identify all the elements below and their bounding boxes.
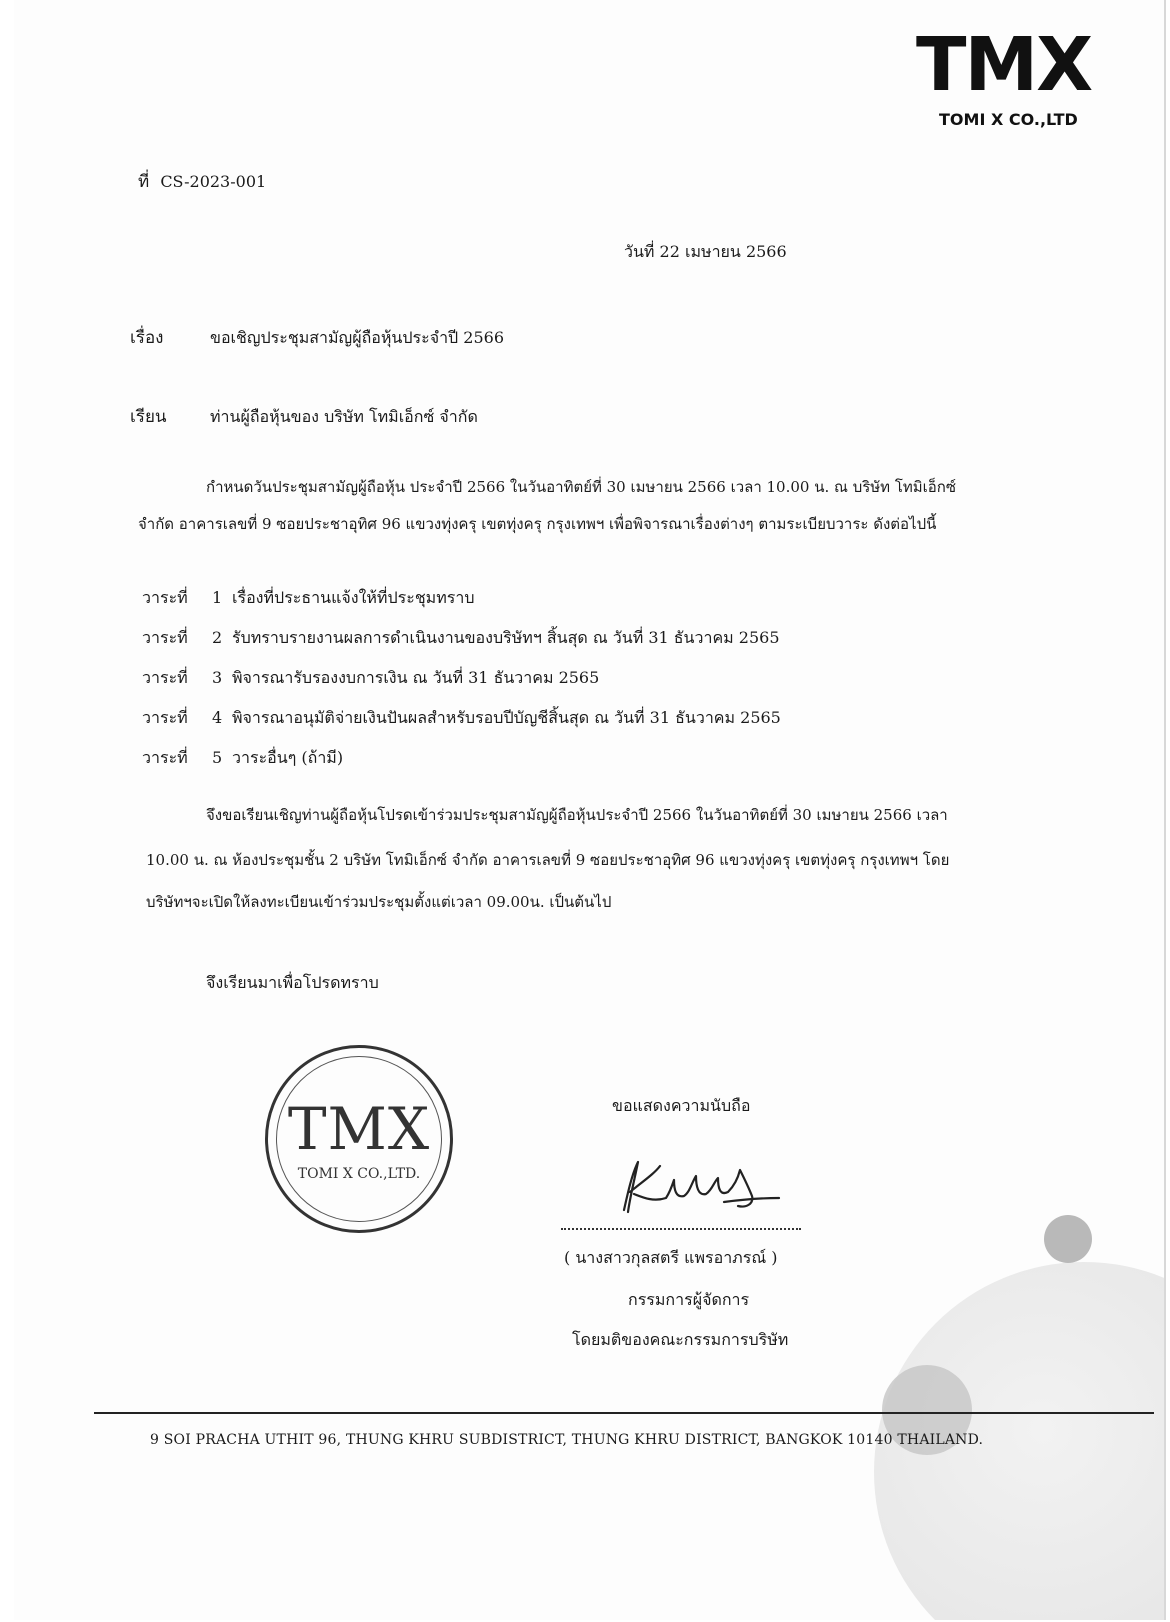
reference-label: ที่	[138, 172, 150, 192]
agenda-label: วาระที่	[142, 628, 188, 647]
signatory-title: กรรมการผู้จัดการ	[628, 1290, 750, 1309]
agenda-text: รับทราบรายงานผลการดำเนินงานของบริษัทฯ สิ้นสุด ณ วันที่ 31 ธันวาคม 2565	[232, 628, 780, 647]
reference-line	[138, 174, 266, 191]
agenda-item	[142, 630, 780, 646]
agenda-label: วาระที่	[142, 708, 188, 727]
subject-text: ขอเชิญประชุมสามัญผู้ถือหุ้นประจำปี 2566	[210, 328, 505, 347]
agenda-number: 1	[212, 588, 223, 607]
seal-company-text: TOMI X CO.,LTD.	[297, 1166, 421, 1182]
closing-line: จึงเรียนมาเพื่อโปรดทราบ	[206, 973, 379, 992]
agenda-number: 3	[212, 668, 223, 687]
letter-page	[14, 0, 1166, 1620]
recipient-label: เรียน	[130, 407, 167, 427]
agenda-item	[142, 590, 475, 606]
reference-number: CS-2023-001	[160, 172, 267, 191]
invitation-line-1: จึงขอเรียนเชิญท่านผู้ถือหุ้นโปรดเข้าร่วมประชุมสามัญผู้ถือหุ้นประจำปี 2566 ในวันอาทิตย์ที่ 30 เมษายน 2566 เวลา	[206, 806, 948, 824]
decorative-circle-small	[1044, 1215, 1092, 1263]
letter-date: วันที่ 22 เมษายน 2566	[624, 242, 787, 261]
agenda-number: 4	[212, 708, 223, 727]
agenda-item	[142, 670, 599, 686]
agenda-text: พิจารณาอนุมัติจ่ายเงินปันผลสำหรับรอบปีบัญชีสิ้นสุด ณ วันที่ 31 ธันวาคม 2565	[232, 708, 781, 727]
agenda-item	[142, 710, 781, 726]
agenda-item	[142, 750, 343, 766]
intro-line-2: จำกัด อาคารเลขที่ 9 ซอยประชาอุทิศ 96 แขวงทุ่งครุ เขตทุ่งครุ กรุงเทพฯ เพื่อพิจารณาเรื่องต่างๆ ตามระเบียบวาระ ดังต่อไปนี้	[138, 515, 937, 533]
subject-label: เรื่อง	[130, 328, 164, 348]
agenda-text: เรื่องที่ประธานแจ้งให้ที่ประชุมทราบ	[232, 588, 475, 607]
invitation-line-3: บริษัทฯจะเปิดให้ลงทะเบียนเข้าร่วมประชุมตั้งแต่เวลา 09.00น. เป็นต้นไป	[146, 893, 612, 911]
agenda-label: วาระที่	[142, 588, 188, 607]
handwritten-signature	[614, 1152, 784, 1222]
company-seal	[265, 1045, 453, 1233]
recipient-text: ท่านผู้ถือหุ้นของ บริษัท โทมิเอ็กซ์ จำกัด	[210, 407, 478, 426]
recipient-line	[130, 409, 478, 426]
signatory-authority: โดยมติของคณะกรรมการบริษัท	[572, 1330, 789, 1349]
agenda-label: วาระที่	[142, 748, 188, 767]
agenda-label: วาระที่	[142, 668, 188, 687]
footer-address: 9 SOI PRACHA UTHIT 96, THUNG KHRU SUBDISTRICT, THUNG KHRU DISTRICT, BANGKOK 10140 THAILAND.	[150, 1432, 984, 1448]
agenda-text: พิจารณารับรองงบการเงิน ณ วันที่ 31 ธันวาคม 2565	[232, 668, 600, 687]
intro-line-1: กำหนดวันประชุมสามัญผู้ถือหุ้น ประจำปี 2566 ในวันอาทิตย์ที่ 30 เมษายน 2566 เวลา 10.00 น. ณ บริษัท โทมิเอ็กซ์	[206, 478, 957, 496]
company-name: TOMI X CO.,LTD	[939, 110, 1078, 129]
invitation-line-2: 10.00 น. ณ ห้องประชุมชั้น 2 บริษัท โทมิเอ็กซ์ จำกัด อาคารเลขที่ 9 ซอยประชาอุทิศ 96 แขวงทุ่งครุ เขตทุ่งครุ กรุงเทพฯ โดย	[146, 851, 950, 869]
signature-dotted-line	[561, 1228, 801, 1230]
agenda-number: 5	[212, 748, 223, 767]
agenda-number: 2	[212, 628, 223, 647]
salutation: ขอแสดงความนับถือ	[612, 1096, 751, 1115]
footer-divider	[94, 1412, 1154, 1414]
company-logo: TMX	[916, 22, 1092, 108]
seal-logo-text: TMX	[287, 1095, 431, 1163]
subject-line	[130, 330, 504, 347]
signatory-name: ( นางสาวกุลสตรี แพรอาภรณ์ )	[564, 1248, 778, 1267]
agenda-text: วาระอื่นๆ (ถ้ามี)	[232, 748, 344, 767]
